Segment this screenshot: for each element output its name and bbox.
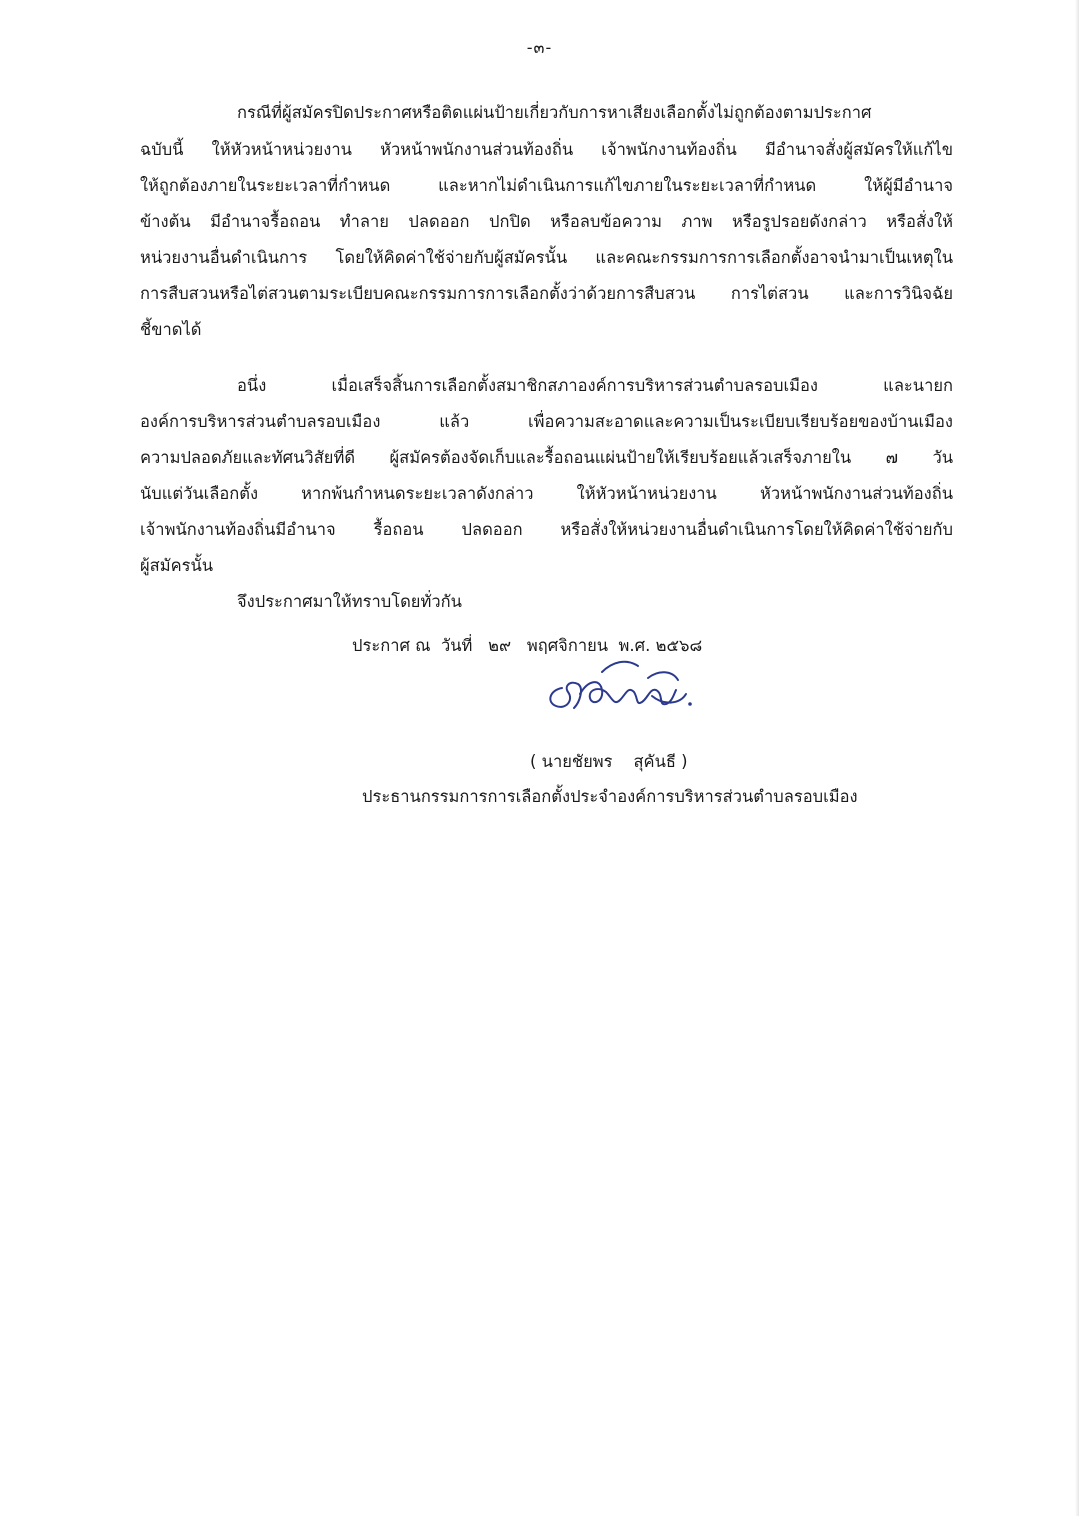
paragraph-2-line-6: ผู้สมัครนั้น xyxy=(140,556,214,575)
paragraph-2-line-2: องค์การบริหารส่วนตำบลรอบเมือง แล้ว เพื่อความสะอาดและความเป็นระเบียบเรียบร้อยของบ้านเมือง xyxy=(140,412,953,431)
paragraph-2-line-1: อนึ่ง เมื่อเสร็จสิ้นการเลือกตั้งสมาชิกสภาองค์การบริหารส่วนตำบลรอบเมือง และนายก xyxy=(237,376,953,395)
paragraph-1-line-4: ข้างต้น มีอำนาจรื้อถอน ทำลาย ปลดออก ปกปิด หรือลบข้อความ ภาพ หรือรูปรอยดังกล่าว หรือสั่งให้ xyxy=(140,212,953,231)
paragraph-1-line-7: ชี้ขาดได้ xyxy=(140,320,202,339)
paragraph-1-line-6: การสืบสวนหรือไต่สวนตามระเบียบคณะกรรมการการเลือกตั้งว่าด้วยการสืบสวน การไต่สวน และการวินิจฉัย xyxy=(140,284,953,303)
paragraph-1-line-2: ฉบับนี้ ให้หัวหน้าหน่วยงาน หัวหน้าพนักงานส่วนท้องถิ่น เจ้าพนักงานท้องถิ่น มีอำนาจสั่งผู้สมัครให้แก้ไข xyxy=(140,140,953,159)
paragraph-2-line-5: เจ้าพนักงานท้องถิ่นมีอำนาจ รื้อถอน ปลดออก หรือสั่งให้หน่วยงานอื่นดำเนินการโดยให้คิดค่าใช้จ่ายกับ xyxy=(140,520,953,539)
page-edge-shadow xyxy=(1075,0,1079,1516)
paragraph-1-line-3: ให้ถูกต้องภายในระยะเวลาที่กำหนด และหากไม่ดำเนินการแก้ไขภายในระยะเวลาที่กำหนด ให้ผู้มีอำนาจ xyxy=(140,176,953,195)
closing-statement: จึงประกาศมาให้ทราบโดยทั่วกัน xyxy=(237,592,462,611)
paragraph-2-line-4: นับแต่วันเลือกตั้ง หากพ้นกำหนดระยะเวลาดังกล่าว ให้หัวหน้าหน่วยงาน หัวหน้าพนักงานส่วนท้องถิ่น xyxy=(140,484,953,503)
announcement-date: ประกาศ ณ วันที่ ๒๙ พฤศจิกายน พ.ศ. ๒๕๖๘ xyxy=(352,636,703,655)
signer-name: ( นายชัยพร สุคันธี ) xyxy=(530,752,688,771)
paragraph-1-line-1: กรณีที่ผู้สมัครปิดประกาศหรือติดแผ่นป้ายเกี่ยวกับการหาเสียงเลือกตั้งไม่ถูกต้องตามประกาศ xyxy=(237,103,872,122)
paragraph-2-line-3: ความปลอดภัยและทัศนวิสัยที่ดี ผู้สมัครต้องจัดเก็บและรื้อถอนแผ่นป้ายให้เรียบร้อยแล้วเสร็จภายใน ๗ วัน xyxy=(140,448,953,467)
signer-title: ประธานกรรมการการเลือกตั้งประจำองค์การบริหารส่วนตำบลรอบเมือง xyxy=(362,787,858,806)
paragraph-1-line-5: หน่วยงานอื่นดำเนินการ โดยให้คิดค่าใช้จ่ายกับผู้สมัครนั้น และคณะกรรมการการเลือกตั้งอาจนำมาเป็นเหตุใน xyxy=(140,248,953,267)
handwritten-signature xyxy=(540,650,710,722)
page-number: -๓- xyxy=(526,38,553,57)
